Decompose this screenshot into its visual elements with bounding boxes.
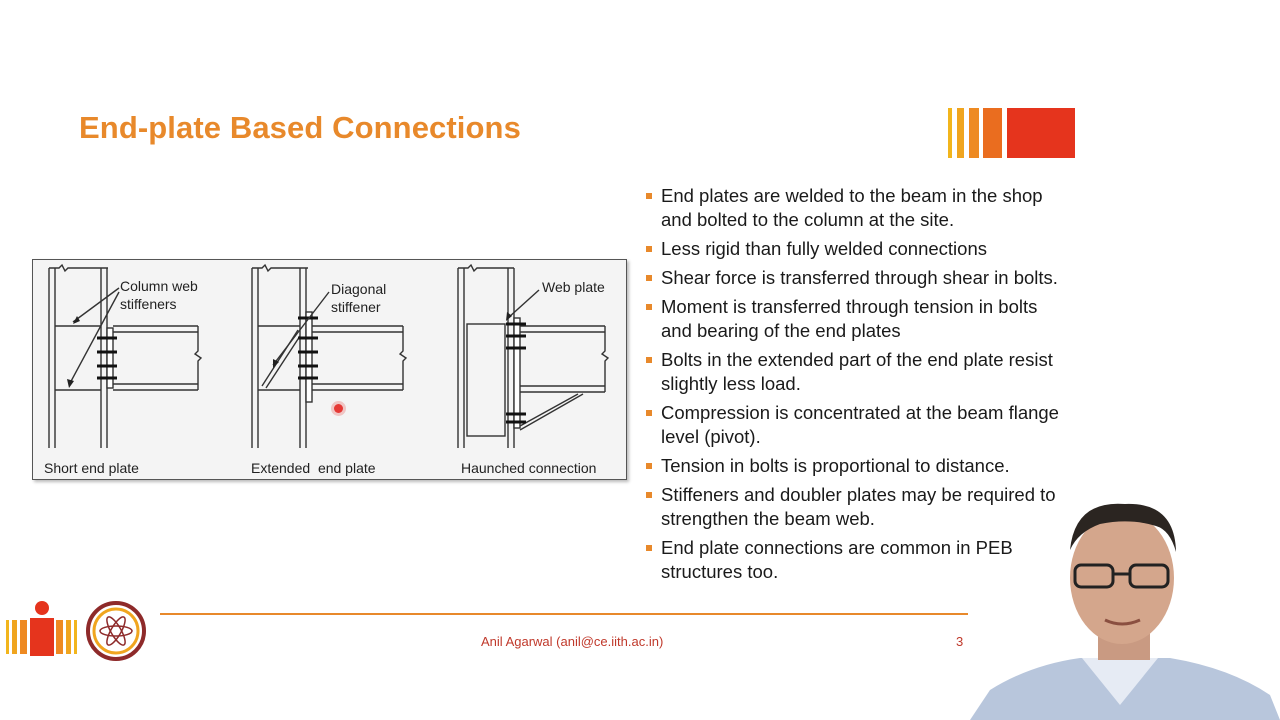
iith-logo-icon: [6, 600, 156, 662]
decorative-bars-icon: [948, 108, 1076, 158]
bullet-text: End plate connections are common in PEB structures too.: [661, 537, 1013, 582]
label-column-web-stiffeners: [120, 277, 198, 313]
bullet-item: [645, 295, 1065, 343]
caption-short-end-plate: Short end plate: [44, 460, 139, 476]
bullet-text: Moment is transferred through tension in bolts and bearing of the end plates: [661, 296, 1038, 341]
caption-haunched-connection: Haunched connection: [461, 460, 597, 476]
bullet-text: Tension in bolts is proportional to distance.: [661, 455, 1010, 476]
bullet-text: Stiffeners and doubler plates may be required to strengthen the beam web.: [661, 484, 1056, 529]
label-line: Web plate: [542, 279, 605, 295]
bullet-marker-icon: [646, 304, 652, 310]
bullet-item: [645, 401, 1065, 449]
bullet-text: Shear force is transferred through shear in bolts.: [661, 267, 1058, 288]
bullet-item: [645, 237, 1065, 261]
presenter-video-icon: [970, 490, 1280, 720]
laser-pointer-icon: [334, 404, 343, 413]
bullet-marker-icon: [646, 463, 652, 469]
label-line: Column web: [120, 278, 198, 294]
slide-title: End-plate Based Connections: [79, 110, 521, 145]
footer-author: Anil Agarwal (anil@ce.iith.ac.in): [481, 634, 664, 649]
footer-divider: [160, 613, 968, 615]
bullet-marker-icon: [646, 357, 652, 363]
bullet-marker-icon: [646, 193, 652, 199]
caption-extended-end-plate: Extended end plate: [251, 460, 376, 476]
bullet-text: Compression is concentrated at the beam flange level (pivot).: [661, 402, 1059, 447]
bullet-item: [645, 348, 1065, 396]
bullet-item: [645, 454, 1065, 478]
bullet-marker-icon: [646, 246, 652, 252]
label-line: Diagonal: [331, 281, 387, 297]
bullet-marker-icon: [646, 492, 652, 498]
page-number: 3: [956, 634, 964, 649]
bullet-marker-icon: [646, 545, 652, 551]
bullet-item: [645, 184, 1065, 232]
label-line: stiffener: [331, 299, 381, 315]
bullet-text: Less rigid than fully welded connections: [661, 238, 987, 259]
bullet-text: End plates are welded to the beam in the shop and bolted to the column at the site.: [661, 185, 1043, 230]
bullet-text: Bolts in the extended part of the end plate resist slightly less load.: [661, 349, 1053, 394]
bullet-marker-icon: [646, 275, 652, 281]
label-diagonal-stiffener: [331, 280, 386, 316]
bullet-marker-icon: [646, 410, 652, 416]
connection-figure: [32, 259, 627, 480]
bullet-item: [645, 266, 1065, 290]
label-web-plate: [542, 278, 605, 296]
label-line: stiffeners: [120, 296, 177, 312]
